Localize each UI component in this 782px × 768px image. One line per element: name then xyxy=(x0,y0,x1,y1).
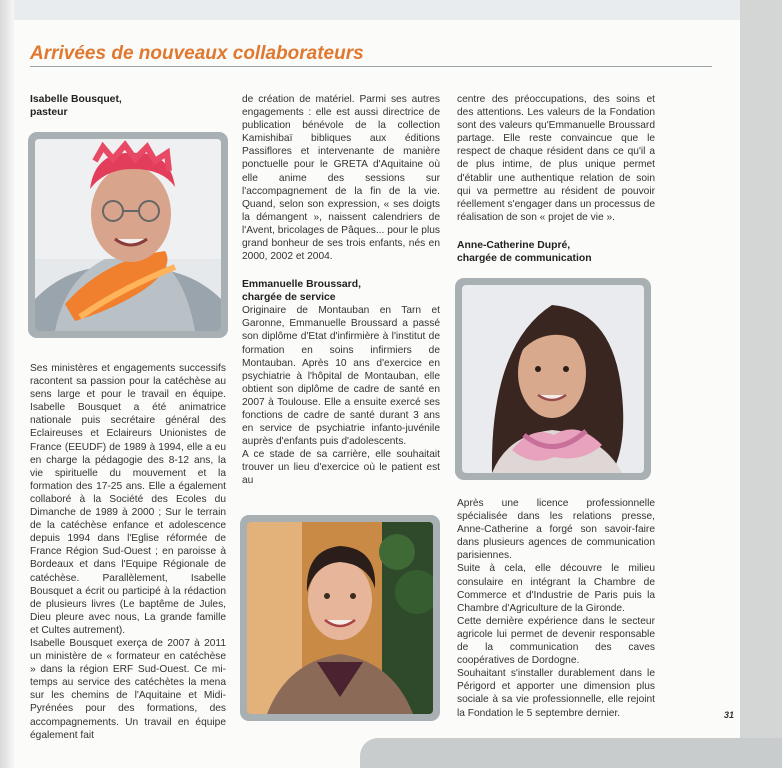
portrait-woman-dark-hair-icon xyxy=(247,522,433,714)
column-right xyxy=(457,93,655,265)
photo-frame-anne-catherine xyxy=(455,278,651,480)
paragraph: Souhaitant s'installer durablement dans le Périgord et apporter une dimension plus sociale à sa vie professionnelle, elle rejoint la Fondation le 5 septembre dernier. xyxy=(457,668,655,719)
page-title: Arrivées de nouveaux collaborateurs xyxy=(30,43,364,64)
profile-heading-isabelle xyxy=(30,93,226,119)
profile-name: Emmanuelle Broussard, xyxy=(242,279,361,291)
profile-role: pasteur xyxy=(30,107,68,118)
portrait-woman-red-hair-icon xyxy=(35,139,221,331)
column-middle xyxy=(242,93,440,488)
isabelle-photo xyxy=(35,139,221,331)
paragraph: Suite à cela, elle découvre le milieu consulaire en intégrant la Chambre de Commerce et d'Industrie de Paris puis la Chambre d'Agriculture de la Gironde. xyxy=(457,563,655,614)
paragraph: Originaire de Montauban en Tarn et Garonne, Emmanuelle Broussard a passé son diplôme d'Etat d'infirmière à l'institut de formation en soins infirmiers de Montauban. Après 10 ans d'exercice en psychiatrie à l'hôpital de Montauban, elle obtient son diplôme de cadre de santé en 2007 à Toulouse. Elle a ensuite exercé ses fonctions de cadre de santé durant 3 ans en service de psychiatrie infanto-juvénile auprès d'enfants puis d'adolescents. xyxy=(242,305,440,448)
profile-text-isabelle xyxy=(30,362,226,742)
paragraph: Isabelle Bousquet exerça de 2007 à 2011 un ministère de « formateur en catéchèse » dans la région ERF Sud-Ouest. Ce mi-temps au service des catéchètes la mena sur les chemins de l'Aquitaine et Midi-Pyrénées pour des formations, des accompagnements. Un travail en équipe également fait xyxy=(30,637,226,741)
profile-role: chargée de service xyxy=(242,292,336,304)
paragraph: de création de matériel. Parmi ses autres engagements : elle est aussi directrice de publication bénévole de la collection Kamishibaï bibliques aux éditions Passiflores et intervenante de manière ponctuelle pour le GRETA d'Aquitaine où elle anime des sessions sur l'accompagnement de la fin de la vie. Quand, selon son expression, « ses doigts la démangent », naissent calendriers de l'Avent, bricolages de Pâques... pour le plus grand bonheur de ses trois enfants, nés en 2000, 2002 et 2004. xyxy=(242,94,440,263)
title-divider xyxy=(30,66,712,67)
paragraph: centre des préoccupations, des soins et des attentions. Les valeurs de la Fondation sont des valeurs qu'Emmanuelle Broussard partage. Elle reste convaincue que le respect de chaque résident dans ce qu'il a de plus intime, de plus unique permet d'établir une authentique relation de soin qui va permettre au résident de pouvoir réellement s'engager dans un processus de réalisation de son « projet de vie ». xyxy=(457,94,655,223)
paragraph: A ce stade de sa carrière, elle souhaitait trouver un lieu d'exercice où le patient est au xyxy=(242,449,440,487)
page-number: 31 xyxy=(724,710,735,720)
portrait-woman-pink-scarf-icon xyxy=(462,285,644,473)
profile-role: chargée de communication xyxy=(457,252,592,264)
emmanuelle-photo xyxy=(247,522,433,714)
top-band xyxy=(0,0,782,20)
photo-frame-emmanuelle xyxy=(240,515,440,721)
bottom-band xyxy=(360,738,782,768)
right-margin-band xyxy=(740,0,782,768)
paragraph: Ses ministères et engagements successifs racontent sa passion pour la catéchèse au sens large et pour le travail en équipe. Isabelle Bousquet a été animatrice nationale puis secrétaire général des Eclaireuses et Eclaireurs Unionistes de France (EEUDF) de 1989 à 1994, elle a eu en charge la pédagogie des 8-12 ans, la vie spirituelle du mouvement et la formation des 17-25 ans. Elle a également collaboré à la Société des Ecoles du Dimanche de 1989 à 2000 ; Sur le terrain de la catéchèse enfance et adolescence depuis 1994 dans l'Eglise réformée de France Région Sud-Ouest ; en paroisse à Bordeaux et dans l'Equipe Régionale de catéchèse. Parallèlement, Isabelle Bousquet a écrit ou participé à la rédaction de plusieurs livres (Le baptême de Jules, Dieu pleure avec nous, La grande famille et Cultes autrement). xyxy=(30,363,226,636)
paragraph: Après une licence professionnelle spécialisée dans les relations presse, Anne-Catherine a forgé son savoir-faire dans plusieurs agences de communication parisiennes. xyxy=(457,498,655,562)
anne-catherine-photo xyxy=(462,285,644,473)
paragraph: Cette dernière expérience dans le secteur agricole lui permet de devenir responsable de la communication des caves coopératives de Dordogne. xyxy=(457,615,655,667)
profile-name: Anne-Catherine Dupré, xyxy=(457,239,571,251)
profile-name: Isabelle Bousquet, xyxy=(30,94,122,105)
profile-text-anne-catherine xyxy=(457,497,655,720)
page-gutter xyxy=(0,0,14,768)
photo-frame-isabelle xyxy=(28,132,228,338)
